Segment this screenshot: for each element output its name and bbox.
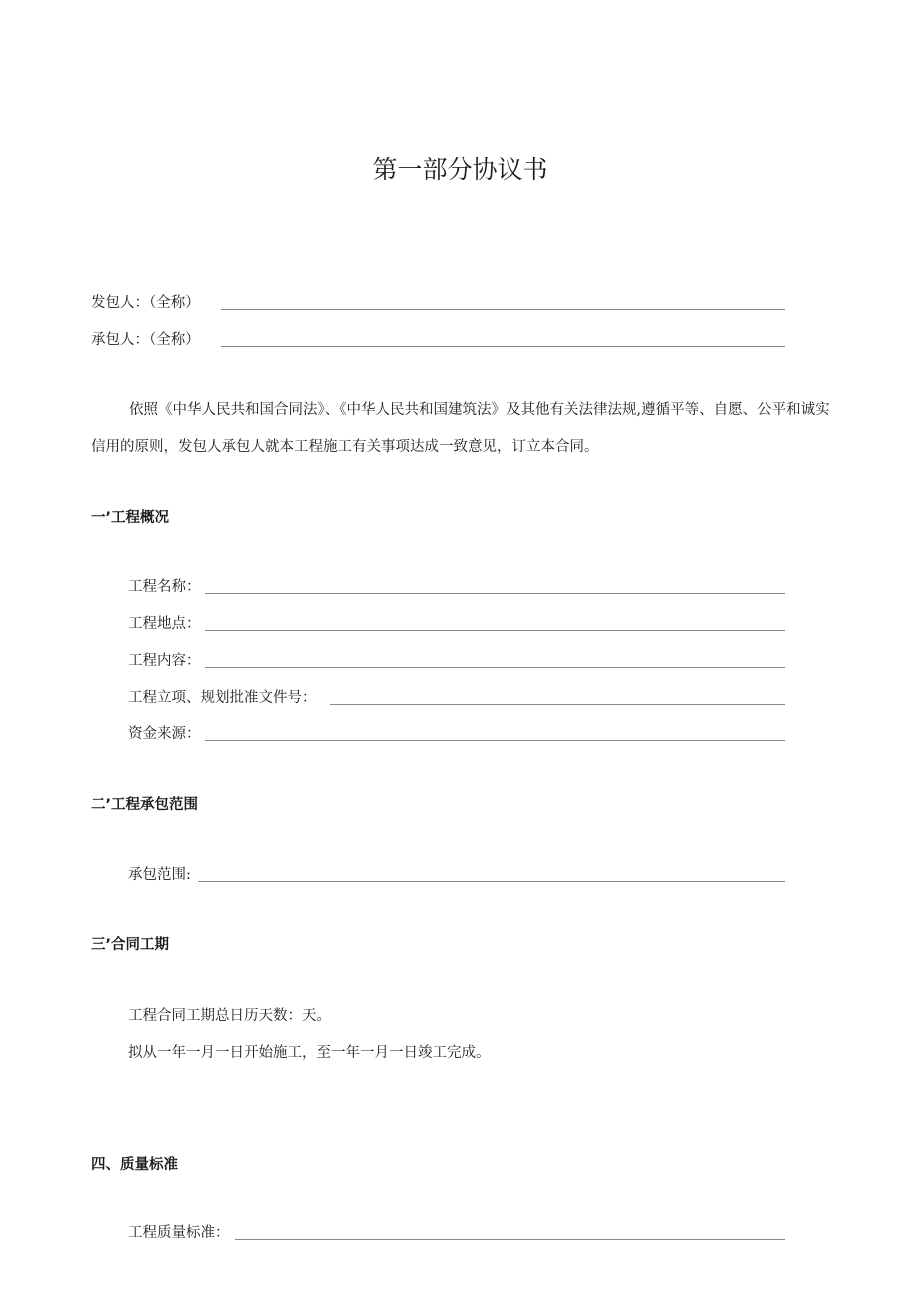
document-title: 第一部分协议书 bbox=[372, 155, 548, 184]
approval-doc-label: 工程立项、规划批准文件号： bbox=[128, 690, 317, 706]
project-location-label: 工程地点： bbox=[128, 616, 201, 632]
project-location-line[interactable] bbox=[205, 630, 785, 631]
total-days-text: 工程合同工期总日历天数：天。 bbox=[128, 1008, 331, 1024]
funding-source-label: 资金来源： bbox=[128, 726, 201, 742]
section-heading-quality: 四、质量标准 bbox=[91, 1157, 178, 1173]
approval-doc-line[interactable] bbox=[330, 704, 785, 705]
section-heading-overview: 一’工程概况 bbox=[91, 510, 170, 526]
project-name-label: 工程名称： bbox=[128, 579, 201, 595]
project-content-label: 工程内容： bbox=[128, 653, 201, 669]
funding-source-line[interactable] bbox=[205, 740, 785, 741]
employer-label: 发包人：（全称） bbox=[91, 295, 200, 311]
section-heading-duration: 三’合同工期 bbox=[91, 937, 170, 953]
schedule-text: 拟从一年一月一日开始施工，至一年一月一日竣工完成。 bbox=[128, 1045, 491, 1061]
project-name-line[interactable] bbox=[205, 593, 785, 594]
contractor-name-line[interactable] bbox=[221, 346, 785, 347]
quality-standard-label: 工程质量标准： bbox=[128, 1225, 230, 1241]
project-content-line[interactable] bbox=[205, 667, 785, 668]
scope-line[interactable] bbox=[198, 881, 785, 882]
scope-label: 承包范围: bbox=[128, 867, 191, 883]
quality-standard-line[interactable] bbox=[235, 1239, 785, 1240]
section-heading-scope: 二’工程承包范围 bbox=[91, 797, 199, 813]
preamble-paragraph: 依照《中华人民共和国合同法》、《中华人民共和国建筑法》及其他有关法律法规,遵循平等、自愿、公平和诚实信用的原则，发包人承包人就本工程施工有关事项达成一致意见，订立本合同。 bbox=[91, 402, 830, 455]
contractor-label: 承包人：（全称） bbox=[91, 332, 200, 348]
employer-name-line[interactable] bbox=[221, 309, 785, 310]
